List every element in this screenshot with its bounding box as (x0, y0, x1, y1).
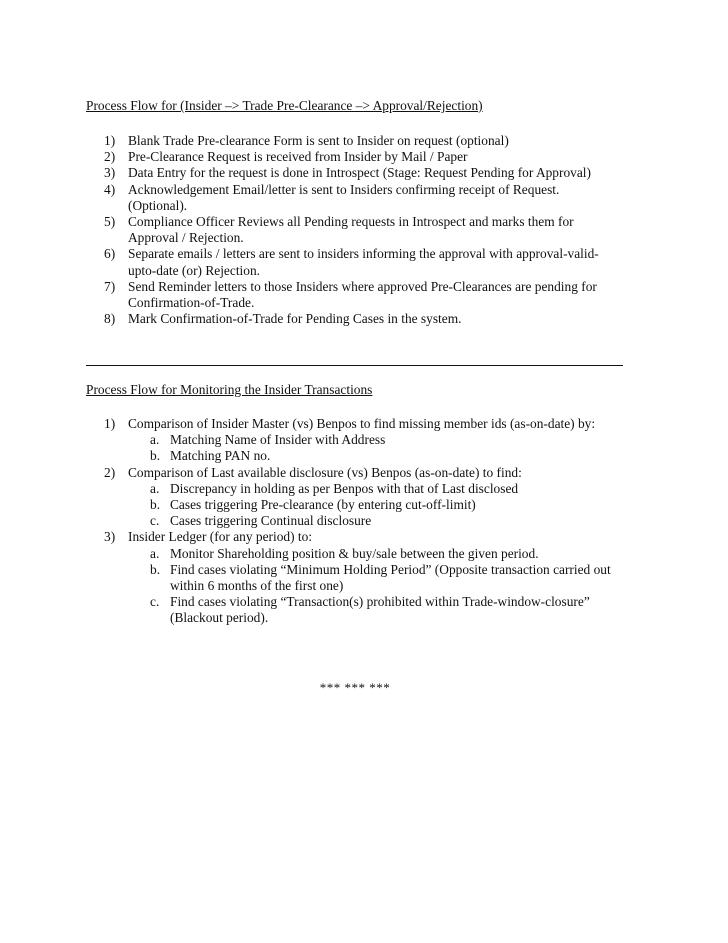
sub-item-text: Cases triggering Continual disclosure (170, 513, 372, 529)
list-item (0, 165, 620, 181)
monitoring-steps-list (0, 416, 620, 627)
sub-item-letter: a. (150, 432, 160, 448)
item-text: Insider Ledger (for any period) to: (128, 529, 313, 545)
sub-list (128, 546, 620, 627)
item-number: 5) (104, 214, 116, 230)
sub-item-letter: a. (150, 545, 160, 561)
sub-item-letter: b. (150, 448, 161, 464)
item-number: 8) (104, 311, 116, 327)
sub-item-letter: b. (150, 497, 161, 513)
end-of-document-marker: *** *** *** (319, 680, 391, 695)
sub-item-letter: b. (150, 561, 161, 577)
list-item (0, 416, 620, 465)
list-item (0, 214, 620, 246)
item-text: Separate emails / letters are sent to insiders informing the approval with approval-valid-upto-date (or) Rejection. (128, 246, 599, 278)
section-heading-monitoring: Process Flow for Monitoring the Insider Transactions (86, 382, 373, 397)
sub-list-item (0, 432, 620, 448)
sub-item-letter: a. (150, 480, 160, 496)
sub-item-text: Matching Name of Insider with Address (170, 432, 386, 448)
sub-item-text: Find cases violating “Minimum Holding Period” (Opposite transaction carried out within 6 months of the first one) (170, 561, 611, 594)
item-text: Compliance Officer Reviews all Pending requests in Introspect and marks them for Approval / Rejection. (128, 214, 574, 246)
sub-list-item (0, 497, 620, 513)
item-number: 1) (104, 416, 116, 431)
list-item (0, 529, 620, 626)
item-number: 6) (104, 246, 116, 262)
section-heading-pre-clearance: Process Flow for (Insider –> Trade Pre-Clearance –> Approval/Rejection) (86, 98, 483, 113)
section-divider (86, 365, 623, 366)
sub-item-text: Find cases violating “Transaction(s) prohibited within Trade-window-closure” (Blackout period). (170, 594, 590, 626)
sub-list-item (0, 594, 620, 626)
list-item (0, 465, 620, 530)
item-number: 7) (104, 278, 116, 294)
item-text: Mark Confirmation-of-Trade for Pending Cases in the system. (128, 311, 462, 327)
item-text: Acknowledgement Email/letter is sent to Insiders confirming receipt of Request. (Optional). (128, 181, 560, 213)
pre-clearance-steps-list (0, 133, 620, 327)
sub-list (128, 481, 620, 530)
sub-item-text: Monitor Shareholding position & buy/sale between the given period. (170, 545, 539, 561)
item-number: 1) (104, 133, 116, 148)
sub-list-item (0, 546, 620, 562)
list-item (0, 149, 620, 165)
list-item (0, 246, 620, 278)
item-text: Blank Trade Pre-clearance Form is sent to Insider on request (optional) (128, 133, 509, 148)
sub-list-item (0, 513, 620, 529)
sub-item-letter: c. (150, 513, 160, 529)
item-text: Data Entry for the request is done in Introspect (Stage: Request Pending for Approval) (128, 165, 591, 181)
item-number: 3) (104, 165, 116, 181)
item-text: Comparison of Insider Master (vs) Benpos to find missing member ids (as-on-date) by: (128, 416, 596, 431)
list-item (0, 133, 620, 149)
item-text: Comparison of Last available disclosure (vs) Benpos (as-on-date) to find: (128, 464, 522, 480)
sub-list (128, 432, 620, 464)
item-number: 2) (104, 464, 116, 480)
sub-item-text: Discrepancy in holding as per Benpos with that of Last disclosed (170, 480, 519, 496)
item-number: 4) (104, 181, 116, 197)
sub-list-item (0, 448, 620, 464)
sub-item-text: Cases triggering Pre-clearance (by entering cut-off-limit) (170, 497, 476, 513)
sub-item-text: Matching PAN no. (170, 448, 271, 464)
list-item (0, 182, 620, 214)
item-number: 2) (104, 149, 116, 165)
sub-list-item (0, 481, 620, 497)
list-item (0, 311, 620, 327)
item-number: 3) (104, 529, 116, 545)
item-text: Send Reminder letters to those Insiders where approved Pre-Clearances are pending for Confirmation-of-Trade. (128, 278, 597, 311)
sub-list-item (0, 562, 620, 594)
item-text: Pre-Clearance Request is received from Insider by Mail / Paper (128, 149, 468, 165)
list-item (0, 279, 620, 311)
sub-item-letter: c. (150, 594, 160, 610)
